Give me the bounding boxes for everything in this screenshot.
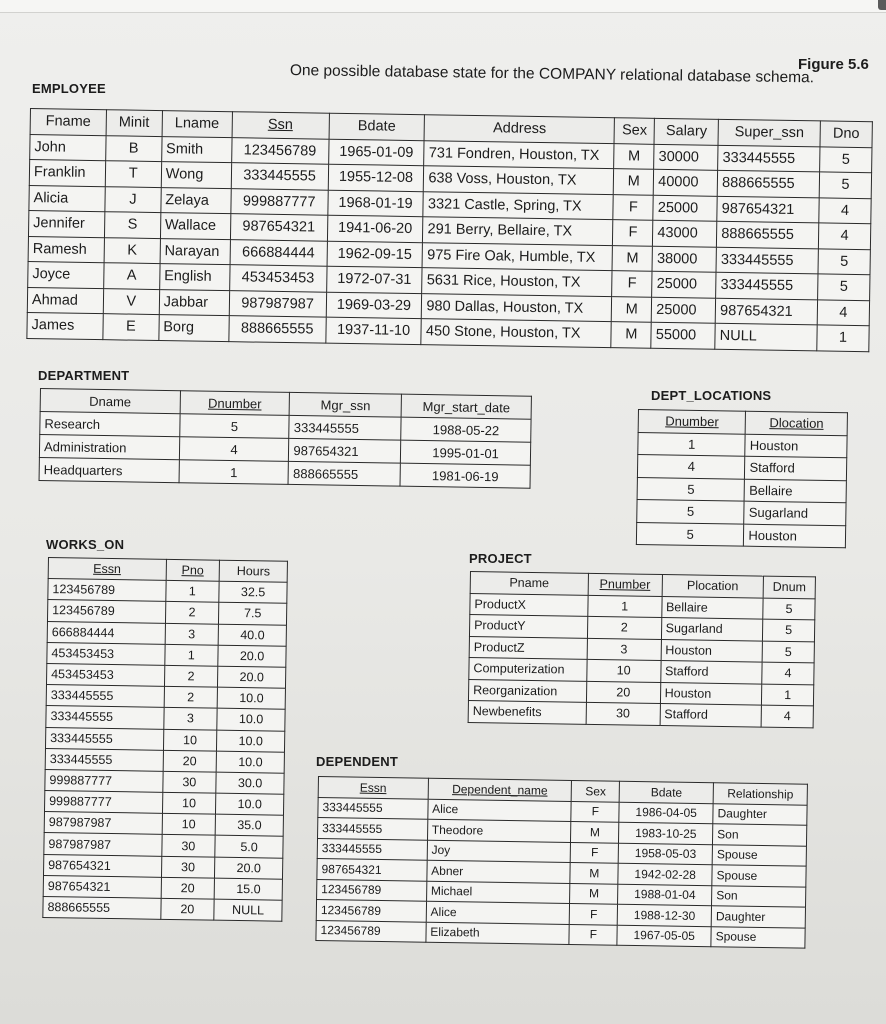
table-cell: 2 bbox=[164, 686, 218, 708]
table-cell: John bbox=[30, 134, 106, 161]
column-header bbox=[162, 111, 232, 138]
table-cell: Abner bbox=[427, 860, 571, 883]
table-cell: 888665555 bbox=[229, 316, 326, 343]
table-cell: Houston bbox=[661, 639, 763, 662]
table-cell: K bbox=[104, 237, 160, 263]
table-cell: 888665555 bbox=[43, 896, 161, 919]
column-header-label: Sex bbox=[621, 122, 648, 139]
table-cell: 333445555 bbox=[46, 685, 164, 708]
table-cell: Borg bbox=[159, 315, 229, 342]
table-row bbox=[637, 477, 846, 503]
column-header-label: Address bbox=[492, 120, 547, 138]
table-cell: 35.0 bbox=[215, 814, 283, 836]
table-cell: 987654321 bbox=[715, 298, 817, 325]
table-cell: 999887777 bbox=[45, 769, 163, 792]
table-cell: 987654321 bbox=[230, 214, 327, 241]
table-cell: M bbox=[612, 296, 652, 322]
table-cell: 10.0 bbox=[216, 751, 284, 773]
table-cell: M bbox=[614, 143, 654, 169]
column-header bbox=[40, 389, 180, 414]
table-cell: 10 bbox=[162, 814, 216, 836]
table-cell: 1988-01-04 bbox=[618, 884, 712, 906]
table-cell: 333445555 bbox=[231, 163, 328, 190]
column-header-label: Salary bbox=[665, 123, 708, 140]
table-cell: Wallace bbox=[160, 213, 230, 240]
table-cell: 25000 bbox=[653, 195, 717, 222]
table-cell: 1988-12-30 bbox=[617, 904, 711, 926]
column-header-label: Bdate bbox=[650, 784, 683, 800]
table-cell: 1 bbox=[588, 595, 662, 618]
table-cell: Theodore bbox=[427, 819, 571, 842]
column-header bbox=[180, 391, 290, 416]
table-cell: 333445555 bbox=[318, 797, 428, 819]
table-cell: 20 bbox=[161, 877, 215, 899]
table-cell: 4 bbox=[762, 662, 814, 684]
table-cell: Wong bbox=[161, 162, 231, 189]
column-header bbox=[470, 572, 588, 595]
works-on-table bbox=[42, 557, 288, 922]
table-cell: F bbox=[613, 194, 653, 220]
column-header bbox=[588, 573, 662, 596]
table-cell: Alice bbox=[426, 901, 570, 924]
table-cell: 38000 bbox=[652, 246, 716, 273]
table-cell: 453453453 bbox=[229, 265, 326, 292]
table-cell: Stafford bbox=[745, 456, 847, 480]
table-cell: 20.0 bbox=[218, 645, 286, 667]
column-header-label: Lname bbox=[174, 115, 220, 133]
table-cell: 1 bbox=[638, 432, 746, 456]
works-on-title: WORKS_ON bbox=[46, 537, 125, 552]
table-cell: 987654321 bbox=[43, 875, 161, 898]
dependent-table bbox=[315, 776, 808, 949]
table-cell: Bellaire bbox=[661, 596, 763, 619]
table-cell: 1955-12-08 bbox=[328, 164, 424, 191]
table-cell: 999887777 bbox=[231, 188, 328, 215]
table-cell: Sugarland bbox=[744, 501, 846, 525]
table-row bbox=[637, 455, 846, 481]
column-header-label: Pname bbox=[509, 575, 550, 591]
column-header-label: Hours bbox=[236, 564, 271, 579]
table-cell: 5 bbox=[636, 522, 744, 546]
table-cell: 4 bbox=[819, 197, 871, 223]
table-cell: 5 bbox=[819, 172, 871, 198]
table-cell: 1965-01-09 bbox=[328, 139, 424, 166]
table-cell: 5 bbox=[818, 248, 870, 274]
table-cell: Stafford bbox=[660, 661, 762, 684]
table-cell: M bbox=[571, 821, 619, 842]
table-cell: 638 Voss, Houston, TX bbox=[424, 166, 614, 194]
table-cell: 30 bbox=[586, 702, 660, 725]
table-cell: 15.0 bbox=[214, 878, 282, 900]
table-cell: 666884444 bbox=[230, 239, 327, 266]
table-cell: ProductZ bbox=[469, 636, 587, 659]
column-header-label: Essn bbox=[359, 780, 387, 795]
table-cell: 1942-02-28 bbox=[618, 863, 712, 885]
table-cell: 5631 Rice, Houston, TX bbox=[422, 268, 612, 296]
table-cell: 5 bbox=[762, 641, 814, 663]
table-cell: 333445555 bbox=[46, 706, 164, 729]
table-cell: Elizabeth bbox=[426, 922, 570, 945]
column-header-label: Ssn bbox=[267, 116, 294, 134]
table-cell: Son bbox=[712, 885, 806, 907]
table-row bbox=[43, 896, 282, 921]
column-header-label: Dname bbox=[89, 393, 132, 409]
table-cell: Ramesh bbox=[28, 236, 104, 263]
column-header bbox=[638, 410, 746, 434]
table-cell: A bbox=[104, 263, 160, 289]
table-cell: 30.0 bbox=[216, 772, 284, 794]
table-cell: 1981-06-19 bbox=[400, 463, 530, 488]
column-header-label: Plocation bbox=[686, 578, 739, 594]
table-cell: Zelaya bbox=[161, 187, 231, 214]
table-cell: 333445555 bbox=[317, 838, 427, 860]
table-cell: 3 bbox=[587, 638, 661, 661]
column-header bbox=[48, 558, 166, 581]
table-cell: 987654321 bbox=[44, 854, 162, 877]
table-cell: 975 Fire Oak, Humble, TX bbox=[422, 242, 612, 270]
table-cell: 1986-04-05 bbox=[619, 802, 713, 824]
table-cell: NULL bbox=[715, 323, 817, 350]
table-cell: ProductY bbox=[469, 615, 587, 638]
table-cell: 1958-05-03 bbox=[618, 843, 712, 865]
table-cell: Joy bbox=[427, 840, 571, 863]
table-cell: 2 bbox=[164, 665, 218, 687]
department-table bbox=[39, 388, 532, 489]
table-cell: F bbox=[571, 842, 619, 863]
table-cell: Daughter bbox=[711, 906, 805, 928]
table-cell: 987987987 bbox=[229, 290, 326, 317]
column-header-label: Dependent_name bbox=[452, 781, 548, 798]
table-cell: 1969-03-29 bbox=[326, 292, 422, 319]
column-header bbox=[318, 777, 428, 799]
table-cell: 30 bbox=[161, 856, 215, 878]
column-header bbox=[219, 560, 287, 582]
table-cell: 987654321 bbox=[717, 196, 819, 223]
column-header-label: Dlocation bbox=[769, 415, 824, 432]
table-cell: 453453453 bbox=[46, 663, 164, 686]
table-cell: M bbox=[570, 883, 618, 904]
column-header bbox=[428, 778, 572, 801]
table-cell: Jabbar bbox=[159, 289, 229, 316]
table-cell: 123456789 bbox=[317, 879, 427, 901]
table-cell: ProductX bbox=[470, 593, 588, 616]
table-cell: M bbox=[611, 322, 651, 348]
table-row bbox=[637, 499, 846, 525]
corner-icon bbox=[878, 0, 886, 10]
table-cell: 1983-10-25 bbox=[619, 822, 713, 844]
table-cell: 2 bbox=[165, 602, 219, 624]
employee-table bbox=[26, 108, 873, 352]
column-header bbox=[30, 109, 106, 136]
table-cell: 291 Berry, Bellaire, TX bbox=[423, 217, 613, 245]
table-cell: 5 bbox=[820, 146, 872, 172]
column-header-label: Dnum bbox=[772, 580, 807, 595]
table-cell: 731 Fondren, Houston, TX bbox=[424, 140, 614, 168]
table-cell: 1941-06-20 bbox=[327, 215, 423, 242]
project-title: PROJECT bbox=[469, 551, 532, 566]
table-cell: 5 bbox=[818, 274, 870, 300]
table-cell: 333445555 bbox=[45, 727, 163, 750]
project-table bbox=[468, 571, 816, 728]
table-cell: Stafford bbox=[660, 704, 762, 727]
table-cell: 333445555 bbox=[318, 818, 428, 840]
table-cell: 5.0 bbox=[215, 836, 283, 858]
department-title: DEPARTMENT bbox=[38, 368, 130, 383]
column-header-label: Minit bbox=[118, 114, 150, 132]
table-cell: James bbox=[27, 312, 103, 339]
column-header bbox=[290, 392, 402, 417]
table-cell: 453453453 bbox=[47, 642, 165, 665]
column-header bbox=[106, 110, 162, 136]
table-cell: Michael bbox=[426, 881, 570, 904]
table-cell: 10 bbox=[163, 729, 217, 751]
table-cell: 55000 bbox=[651, 322, 715, 349]
table-cell: 1 bbox=[179, 460, 289, 485]
column-header-label: Bdate bbox=[357, 118, 396, 135]
table-cell: Ahmad bbox=[27, 287, 103, 314]
table-cell: Son bbox=[713, 824, 807, 846]
table-cell: F bbox=[570, 903, 618, 924]
table-cell: F bbox=[569, 924, 617, 945]
header-row bbox=[638, 410, 847, 436]
table-cell: 4 bbox=[179, 437, 289, 462]
table-cell: Administration bbox=[39, 435, 179, 460]
table-cell: 999887777 bbox=[44, 791, 162, 814]
table-cell: 5 bbox=[637, 499, 745, 523]
table-cell: 20 bbox=[163, 750, 217, 772]
column-header-label: Super_ssn bbox=[734, 124, 805, 142]
table-cell: 5 bbox=[763, 619, 815, 641]
table-cell: 1962-09-15 bbox=[327, 241, 423, 268]
table-cell: M bbox=[570, 862, 618, 883]
column-header bbox=[329, 113, 425, 140]
table-cell: 1 bbox=[165, 581, 219, 603]
table-cell: 20 bbox=[586, 681, 660, 704]
table-cell: 30 bbox=[162, 771, 216, 793]
table-cell: 4 bbox=[817, 299, 869, 325]
table-cell: 10.0 bbox=[217, 708, 285, 730]
table-row bbox=[638, 432, 847, 458]
table-cell: 32.5 bbox=[219, 581, 287, 603]
column-header-label: Pnumber bbox=[599, 577, 651, 593]
table-cell: 20.0 bbox=[215, 857, 283, 879]
column-header bbox=[746, 411, 848, 435]
table-cell: 5 bbox=[179, 414, 289, 439]
table-cell: Spouse bbox=[712, 844, 806, 866]
column-header-label: Mgr_ssn bbox=[320, 396, 371, 413]
dept-locations-table bbox=[636, 409, 848, 548]
column-header-label: Dnumber bbox=[207, 395, 262, 411]
table-cell: Newbenefits bbox=[468, 700, 586, 723]
column-header bbox=[713, 783, 807, 805]
table-cell: Alice bbox=[428, 799, 572, 822]
table-row bbox=[468, 700, 813, 727]
table-cell: 40.0 bbox=[218, 624, 286, 646]
table-cell: S bbox=[104, 212, 160, 238]
table-cell: 25000 bbox=[652, 271, 716, 298]
table-cell: Daughter bbox=[713, 803, 807, 825]
column-header-label: Fname bbox=[45, 113, 91, 131]
figure-caption: One possible database state for the COMPANY relational database schema. bbox=[289, 62, 815, 87]
table-cell: F bbox=[612, 271, 652, 297]
table-cell: 4 bbox=[818, 223, 870, 249]
column-header bbox=[232, 112, 329, 139]
table-cell: Bellaire bbox=[744, 479, 846, 503]
table-cell: Sugarland bbox=[661, 618, 763, 641]
column-header bbox=[424, 115, 614, 143]
table-cell: 1995-01-01 bbox=[401, 440, 531, 465]
table-cell: 40000 bbox=[654, 169, 718, 196]
table-cell: Spouse bbox=[711, 926, 805, 948]
table-cell: 1988-05-22 bbox=[401, 417, 531, 442]
table-cell: 10 bbox=[587, 659, 661, 682]
table-cell: B bbox=[106, 135, 162, 161]
table-cell: Headquarters bbox=[39, 457, 179, 482]
column-header bbox=[166, 559, 220, 581]
table-cell: Computerization bbox=[469, 657, 587, 680]
table-cell: J bbox=[105, 186, 161, 212]
table-cell: 1967-05-05 bbox=[617, 925, 711, 947]
table-cell: 987654321 bbox=[317, 858, 427, 880]
table-cell: 333445555 bbox=[289, 415, 401, 440]
table-cell: Reorganization bbox=[468, 679, 586, 702]
table-cell: 123456789 bbox=[47, 600, 165, 623]
table-cell: 30000 bbox=[654, 144, 718, 171]
column-header bbox=[763, 576, 815, 598]
column-header-label: Mgr_start_date bbox=[422, 398, 511, 415]
table-cell: F bbox=[613, 220, 653, 246]
column-header bbox=[572, 780, 620, 801]
table-cell: 123456789 bbox=[316, 899, 426, 921]
dependent-title: DEPENDENT bbox=[316, 754, 398, 769]
table-cell: 666884444 bbox=[47, 621, 165, 644]
table-cell: 888665555 bbox=[288, 461, 400, 486]
table-cell: 5 bbox=[637, 477, 745, 501]
table-cell: Houston bbox=[744, 524, 846, 548]
table-cell: 123456789 bbox=[48, 579, 166, 602]
table-cell: F bbox=[571, 801, 619, 822]
column-header bbox=[654, 118, 718, 145]
table-cell: 4 bbox=[637, 455, 745, 479]
table-cell: 4 bbox=[761, 705, 813, 727]
table-cell: 987987987 bbox=[44, 812, 162, 835]
table-cell: 7.5 bbox=[219, 603, 287, 625]
column-header-label: Essn bbox=[93, 561, 122, 577]
table-cell: M bbox=[614, 169, 654, 195]
table-cell: 1 bbox=[164, 644, 218, 666]
table-cell: 888665555 bbox=[717, 170, 819, 197]
table-cell: Alicia bbox=[29, 185, 105, 212]
figure-label: Figure 5.6 bbox=[798, 56, 869, 73]
table-cell: 5 bbox=[763, 598, 815, 620]
table-cell: 1968-01-19 bbox=[327, 190, 423, 217]
table-cell: 10.0 bbox=[217, 730, 285, 752]
table-cell: 333445555 bbox=[718, 145, 820, 172]
table-cell: E bbox=[103, 314, 159, 340]
table-cell: Joyce bbox=[28, 261, 104, 288]
table-cell: 20.0 bbox=[218, 666, 286, 688]
table-cell: T bbox=[105, 161, 161, 187]
table-cell: 980 Dallas, Houston, TX bbox=[422, 293, 612, 321]
table-cell: 987987987 bbox=[44, 833, 162, 856]
table-cell: M bbox=[612, 245, 652, 271]
page-top-edge bbox=[0, 0, 886, 13]
table-cell: Research bbox=[40, 412, 180, 437]
column-header-label: Dnumber bbox=[665, 413, 719, 430]
table-cell: Narayan bbox=[160, 238, 230, 265]
table-cell: 3 bbox=[165, 623, 219, 645]
column-header-label: Relationship bbox=[727, 786, 794, 802]
table-cell: 10.0 bbox=[217, 687, 285, 709]
column-header bbox=[662, 575, 764, 598]
table-cell: 888665555 bbox=[717, 221, 819, 248]
table-cell: Houston bbox=[660, 682, 762, 705]
table-cell: Jennifer bbox=[28, 210, 104, 237]
column-header bbox=[820, 121, 872, 147]
column-header-label: Dno bbox=[832, 125, 860, 143]
table-cell: 10 bbox=[162, 792, 216, 814]
table-cell: 123456789 bbox=[316, 920, 426, 942]
table-cell: 987654321 bbox=[289, 438, 401, 463]
table-cell: 3321 Castle, Spring, TX bbox=[423, 191, 613, 219]
column-header bbox=[619, 781, 713, 803]
table-cell: 10.0 bbox=[216, 793, 284, 815]
table-cell: 1972-07-31 bbox=[326, 266, 422, 293]
table-cell: 333445555 bbox=[45, 748, 163, 771]
column-header-label: Sex bbox=[585, 783, 607, 799]
table-row bbox=[636, 522, 845, 548]
table-cell: Franklin bbox=[29, 160, 105, 187]
table-cell: 3 bbox=[163, 708, 217, 730]
table-cell: Spouse bbox=[712, 865, 806, 887]
table-cell: NULL bbox=[214, 899, 282, 921]
table-cell: 450 Stone, Houston, TX bbox=[421, 319, 611, 347]
table-cell: Houston bbox=[745, 434, 847, 458]
column-header bbox=[614, 118, 654, 144]
column-header bbox=[718, 119, 820, 146]
employee-title: EMPLOYEE bbox=[32, 81, 106, 96]
table-cell: Smith bbox=[161, 136, 231, 163]
table-cell: English bbox=[159, 264, 229, 291]
table-cell: 20 bbox=[160, 898, 214, 920]
table-cell: 1937-11-10 bbox=[325, 317, 421, 344]
table-cell: 43000 bbox=[653, 220, 717, 247]
table-cell: 333445555 bbox=[716, 272, 818, 299]
dept-locations-title: DEPT_LOCATIONS bbox=[651, 388, 772, 403]
column-header bbox=[401, 394, 531, 419]
table-cell: 2 bbox=[587, 616, 661, 639]
table-cell: 1 bbox=[817, 325, 869, 351]
table-cell: 25000 bbox=[652, 297, 716, 324]
table-cell: 30 bbox=[161, 835, 215, 857]
column-header-label: Pno bbox=[181, 563, 204, 578]
table-cell: 1 bbox=[762, 684, 814, 706]
table-cell: V bbox=[103, 288, 159, 314]
table-cell: 333445555 bbox=[716, 247, 818, 274]
table-cell: 123456789 bbox=[231, 137, 328, 164]
